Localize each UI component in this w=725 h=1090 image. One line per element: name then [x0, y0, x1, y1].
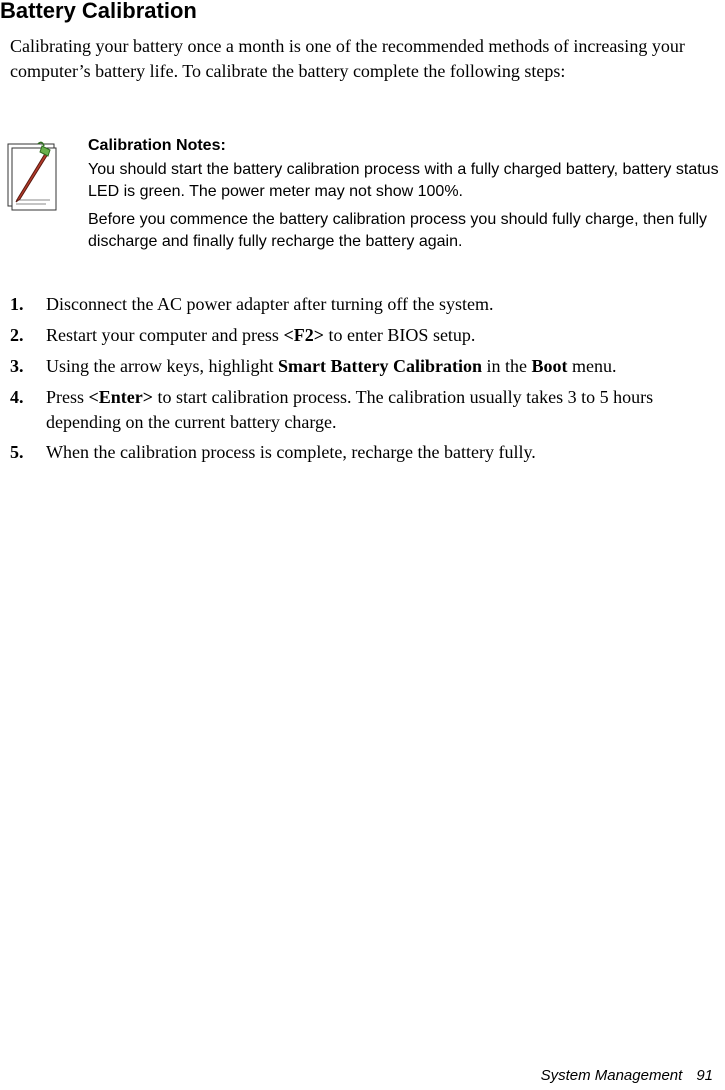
- list-item: [0, 440, 725, 465]
- steps-list: [0, 292, 725, 465]
- step-number: 4.: [10, 387, 24, 407]
- step-number: 2.: [10, 325, 24, 345]
- list-item: [0, 323, 725, 354]
- step-text: When the calibration process is complete, recharge the battery fully.: [46, 442, 536, 462]
- note-paragraph: You should start the battery calibration process with a fully charged battery, battery status LED is green. The power meter may not show 100%.: [88, 161, 719, 200]
- note-paragraph: Before you commence the battery calibration process you should fully charge, then fully discharge and finally fully recharge the battery again.: [88, 211, 707, 250]
- step-number: 1.: [10, 294, 24, 314]
- step-text: Using the arrow keys, highlight Smart Battery Calibration in the Boot menu.: [46, 356, 617, 376]
- step-text: Restart your computer and press <F2> to enter BIOS setup.: [46, 325, 476, 345]
- page-number: 91: [696, 1067, 713, 1084]
- list-item: [0, 354, 725, 385]
- list-item: [0, 385, 725, 440]
- footer-section: System Management: [540, 1067, 683, 1084]
- step-number: 3.: [10, 356, 24, 376]
- step-text: Disconnect the AC power adapter after turning off the system.: [46, 294, 494, 314]
- list-item: [0, 292, 725, 323]
- step-number: 5.: [10, 442, 24, 462]
- page-heading: Battery Calibration: [0, 0, 197, 23]
- note-title: Calibration Notes:: [88, 137, 226, 154]
- intro-paragraph: Calibrating your battery once a month is one of the recommended methods of increasing your computer’s battery life. To calibrate the battery complete the following steps:: [10, 36, 685, 81]
- notepad-pen-icon: [2, 140, 58, 212]
- page-footer: [541, 1067, 713, 1084]
- step-text: Press <Enter> to start calibration process. The calibration usually takes 3 to 5 hours depending on the current battery charge.: [46, 387, 654, 432]
